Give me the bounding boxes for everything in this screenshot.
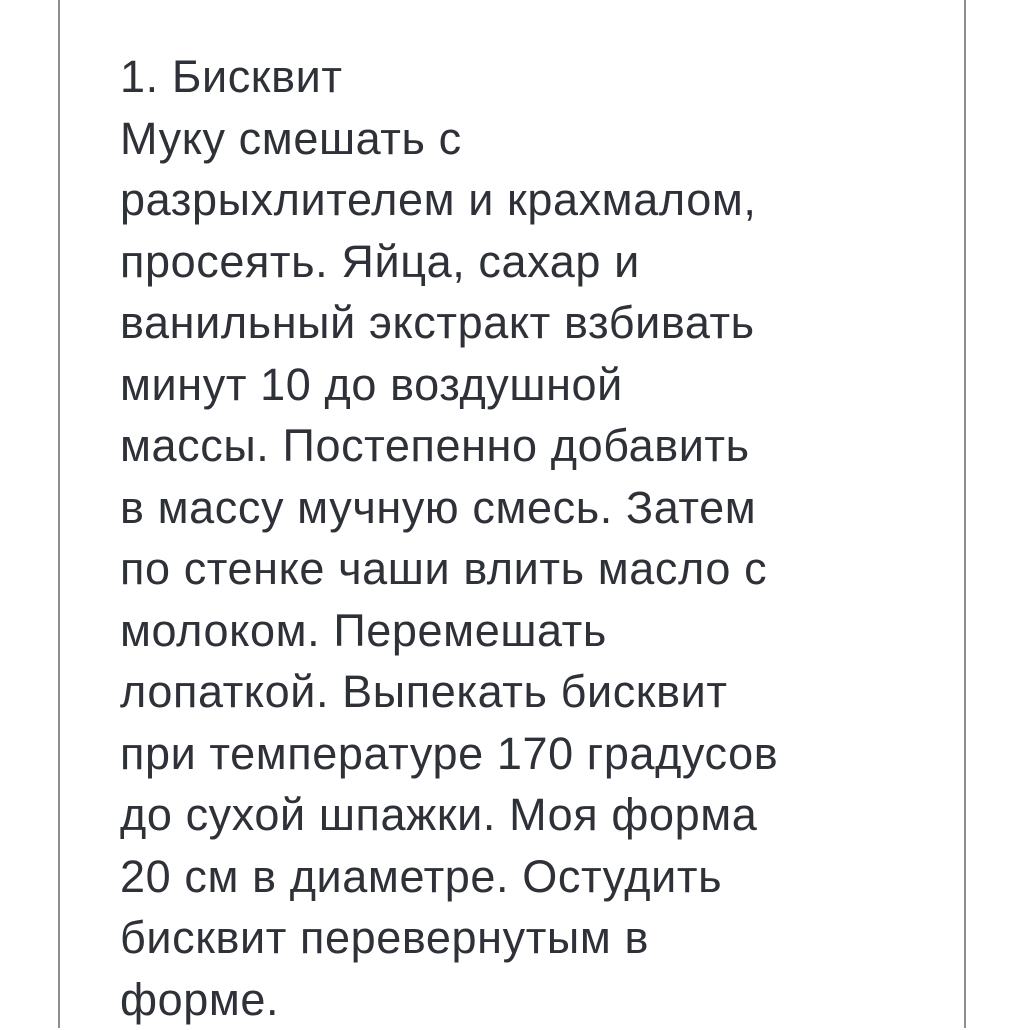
recipe-text-line: Муку смешать с <box>120 108 778 170</box>
recipe-card <box>58 0 966 1028</box>
recipe-text-line: просеять. Яйца, сахар и <box>120 231 778 293</box>
recipe-text-line: минут 10 до воздушной <box>120 354 778 416</box>
recipe-text-line: разрыхлителем и крахмалом, <box>120 169 778 231</box>
recipe-text-line: форме. <box>120 969 778 1030</box>
recipe-text-line: молоком. Перемешать <box>120 600 778 662</box>
recipe-text-line: в массу мучную смесь. Затем <box>120 477 778 539</box>
recipe-text-line: массы. Постепенно добавить <box>120 415 778 477</box>
recipe-text-line: 20 см в диаметре. Остудить <box>120 846 778 908</box>
recipe-text-line: до сухой шпажки. Моя форма <box>120 784 778 846</box>
recipe-text-line: по стенке чаши влить масло с <box>120 538 778 600</box>
recipe-text-line: бисквит перевернутым в <box>120 907 778 969</box>
recipe-text-block <box>120 46 778 1030</box>
recipe-step-title: 1. Бисквит <box>120 46 778 108</box>
recipe-text-line: ванильный экстракт взбивать <box>120 292 778 354</box>
recipe-text-line: лопаткой. Выпекать бисквит <box>120 661 778 723</box>
recipe-text-line: при температуре 170 градусов <box>120 723 778 785</box>
